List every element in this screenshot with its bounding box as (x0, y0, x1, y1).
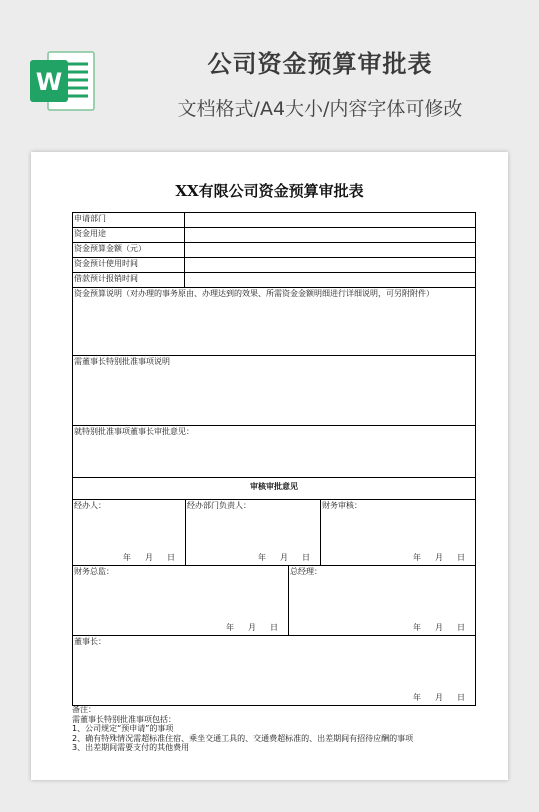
signature-row-2 (73, 566, 475, 636)
dept-head-signature[interactable] (186, 500, 321, 565)
field-label: 借款预计报销时间 (73, 273, 185, 287)
document-title: XX有限公司资金预算审批表 (175, 182, 364, 200)
approval-header: 审核审批意见 (250, 482, 298, 491)
word-document-icon (28, 48, 98, 114)
form-row (73, 213, 475, 228)
chairman-opinion-label: 就特别批准事项董事长审批意见： (74, 427, 194, 436)
date-line: 年 月 日 (226, 623, 278, 632)
handler-label: 经办人： (74, 501, 106, 510)
signature-row-1 (73, 500, 475, 566)
dept-head-label: 经办部门负责人： (187, 501, 251, 510)
header-subtitle: 文档格式/A4大小/内容字体可修改 (177, 98, 463, 120)
form-row (73, 273, 475, 288)
budget-note-label: 资金预算说明（对办理的事务原由、办理达到的效果、所需资金金额明细进行详细说明，可另附附件） (74, 289, 434, 298)
note-line: 1、公司规定“预申请”的事项 (72, 724, 174, 733)
approval-form (72, 212, 476, 706)
note-line: 需董事长特别批准事项包括： (72, 714, 176, 724)
field-label: 资金用途 (73, 228, 185, 242)
general-manager-signature[interactable] (289, 566, 475, 635)
form-row (73, 258, 475, 273)
finance-review-signature[interactable] (321, 500, 475, 565)
form-row (73, 228, 475, 243)
finance-director-label: 财务总监： (74, 567, 114, 576)
budget-note-row[interactable] (73, 288, 475, 356)
note-line: 3、出差期间需要支付的其他费用 (72, 743, 190, 752)
field-value[interactable] (185, 258, 475, 272)
field-label: 申请部门 (73, 213, 185, 227)
date-line: 年 月 日 (413, 553, 465, 562)
header-title: 公司资金预算审批表 (207, 50, 433, 78)
date-line: 年 月 日 (258, 553, 310, 562)
date-line: 年 月 日 (413, 623, 465, 632)
chairman-opinion-row[interactable] (73, 426, 475, 478)
chairman-label: 董事长： (74, 637, 106, 646)
field-label: 资金预计使用时间 (73, 258, 185, 272)
approval-header-row (73, 478, 475, 500)
note-line: 备注： (72, 705, 96, 714)
general-manager-label: 总经理： (290, 567, 322, 576)
finance-review-label: 财务审核： (322, 501, 362, 510)
field-value[interactable] (185, 273, 475, 287)
date-line: 年 月 日 (123, 553, 175, 562)
form-row (73, 243, 475, 258)
chairman-special-row[interactable] (73, 356, 475, 426)
date-line: 年 月 日 (413, 693, 465, 702)
field-value[interactable] (185, 213, 475, 227)
field-value[interactable] (185, 243, 475, 257)
chairman-signature[interactable] (73, 636, 475, 705)
promo-header (0, 0, 539, 150)
svg-text:W: W (35, 68, 63, 96)
field-label: 资金预算金额（元） (73, 243, 185, 257)
chairman-special-label: 需董事长特别批准事项说明 (74, 357, 170, 366)
field-value[interactable] (185, 228, 475, 242)
notes-section (72, 705, 492, 753)
signature-row-3 (73, 636, 475, 705)
finance-director-signature[interactable] (73, 566, 289, 635)
handler-signature[interactable] (73, 500, 186, 565)
document-page (31, 152, 508, 780)
note-line: 2、确有特殊情况需超标准住宿、乘坐交通工具的、交通费超标准的、出差期间有招待应酬的事项 (72, 733, 414, 743)
